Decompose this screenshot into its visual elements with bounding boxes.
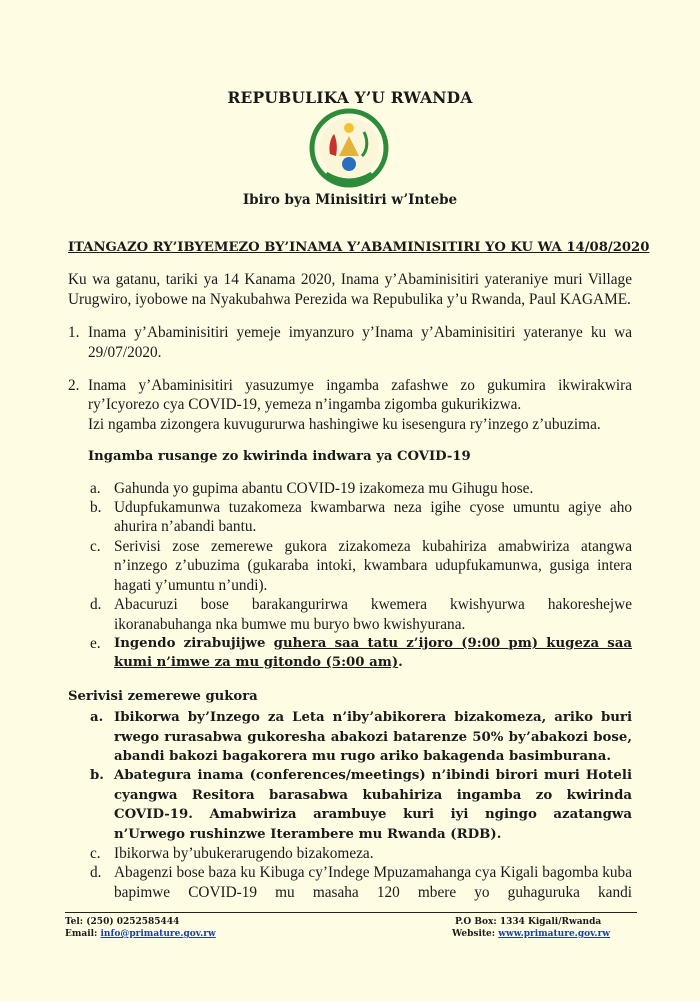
curfew-text: Ingendo zirabujijwe <box>114 635 274 651</box>
curfew-hours: guhera saa tatu z’ijoro (9:00 pm) kugeza saa kumi n’imwe za mu gitondo (5:00 am) <box>114 635 632 671</box>
numbered-item <box>68 323 632 362</box>
item-marker: 2. <box>68 377 80 395</box>
email-label: Email: <box>65 929 98 939</box>
item-marker: c. <box>90 537 101 555</box>
item-marker: 1. <box>68 324 80 342</box>
item-marker: a. <box>90 479 101 497</box>
section2-list <box>90 708 632 902</box>
list-item <box>90 863 632 902</box>
footer-divider <box>65 912 637 913</box>
item-text: Inama y’Abaminisitiri yemeje imyanzuro y’Inama y’Abaminisitiri yateranye ku wa 29/07/2020. <box>88 324 632 361</box>
office-name: Ibiro bya Minisitiri w’Intebe <box>242 192 458 208</box>
curfew-end: . <box>398 655 403 671</box>
list-item <box>90 766 632 844</box>
list-item <box>90 708 632 766</box>
item-text: Udupfukamunwa tuzakomeza kwambarwa neza igihe cyose umuntu agiye aho ahurira n’abandi bantu. <box>114 499 632 536</box>
item-marker: b. <box>90 768 104 784</box>
email-link[interactable]: info@primature.gov.rw <box>100 929 216 939</box>
footer-email <box>65 928 216 940</box>
item-text <box>114 634 632 673</box>
item-text: Ibikorwa by’Inzego za Leta n’iby’abikorera bizakomeza, ariko buri rwego rurasabwa gukoresha abakozi batarenze 50% by’abakozi bose, abandi bakozi bagakorera mu rugo ariko bakagenda basimburana. <box>114 710 632 764</box>
intro-paragraph: Ku wa gatanu, tariki ya 14 Kanama 2020, Inama y’Abaminisitiri yateraniye muri Village Urugwiro, iyobowe na Nyakubahwa Perezida wa Repubulika y’u Rwanda, Paul KAGAME. <box>68 271 632 308</box>
document-body <box>68 238 650 902</box>
section-heading: Serivisi zemerewe gukora <box>68 688 258 704</box>
footer-website <box>452 928 610 940</box>
item-text <box>88 376 632 434</box>
list-item <box>90 479 632 498</box>
tel-value: (250) 0252585444 <box>86 917 180 927</box>
footer-tel <box>65 916 216 928</box>
numbered-item <box>68 376 632 434</box>
item-marker: d. <box>90 864 102 882</box>
list-item <box>90 595 632 634</box>
footer-left <box>65 916 216 940</box>
footer-right <box>452 916 610 940</box>
item-text: Ibikorwa by’ubukerarugendo bizakomeza. <box>114 844 374 862</box>
item-marker: d. <box>90 596 102 614</box>
item-text: Abacuruzi bose barakangurirwa kwemera kwishyurwa hakoreshejwe ikoranabuhanga nka bumwe mu buryo bwo kwishyurana. <box>114 596 632 633</box>
item-text: Serivisi zose zemerewe gukora zizakomeza kubahiriza amabwiriza atangwa n’inzego z’ubuzima (gukaraba intoki, kwambara udupfukamunwa, gusiga intera hagati y’umuntu n’undi). <box>114 537 632 594</box>
item-marker: b. <box>90 499 102 517</box>
section-heading: Ingamba rusange zo kwirinda indwara ya COVID-19 <box>88 449 471 465</box>
footer-pobox: P.O Box: 1334 Kigali/Rwanda <box>455 917 602 927</box>
tel-label: Tel: <box>65 917 84 927</box>
item-marker: e. <box>90 634 101 652</box>
item-marker: a. <box>90 710 104 726</box>
list-item <box>90 844 632 863</box>
item-marker: c. <box>90 844 101 862</box>
republic-heading: REPUBULIKA Y’U RWANDA <box>227 88 473 107</box>
website-link[interactable]: www.primature.gov.rw <box>498 929 611 939</box>
section1-list <box>90 479 632 673</box>
item-text-note: Izi ngamba zizongera kuvugururwa hashingiwe ku isesengura ry’inzego z’ubuzima. <box>88 415 601 433</box>
item-text-main: Inama y’Abaminisitiri yasuzumye ingamba zafashwe zo gukumira ikwirakwira ry’Icyorezo cya COVID-19, yemeza n’ingamba zigomba gukurikizwa. <box>88 377 632 414</box>
list-item <box>90 537 632 595</box>
document-title: ITANGAZO RY’IBYEMEZO BY’INAMA Y’ABAMINISITIRI YO KU WA 14/08/2020 <box>68 240 650 255</box>
item-text: Abategura inama (conferences/meetings) n’ibindi birori muri Hoteli cyangwa Resitora barasabwa kubahiriza ingamba zo kwirinda COVID-19. Amabwiriza arambuye kuri iyi ngingo azatangwa n’Urwego rushinzwe Iterambere mu Rwanda (RDB). <box>114 768 632 842</box>
item-text: Gahunda yo gupima abantu COVID-19 izakomeza mu Gihugu hose. <box>114 479 534 497</box>
website-label: Website: <box>452 929 496 939</box>
item-text: Abagenzi bose baza ku Kibuga cy’Indege Mpuzamahanga cya Kigali bagomba kuba bapimwe COVID-19 mu masaha 120 mbere yo guhaguruka kandi <box>114 864 632 901</box>
list-item <box>90 498 632 537</box>
rwanda-emblem-icon <box>306 106 392 192</box>
list-item <box>90 634 632 673</box>
